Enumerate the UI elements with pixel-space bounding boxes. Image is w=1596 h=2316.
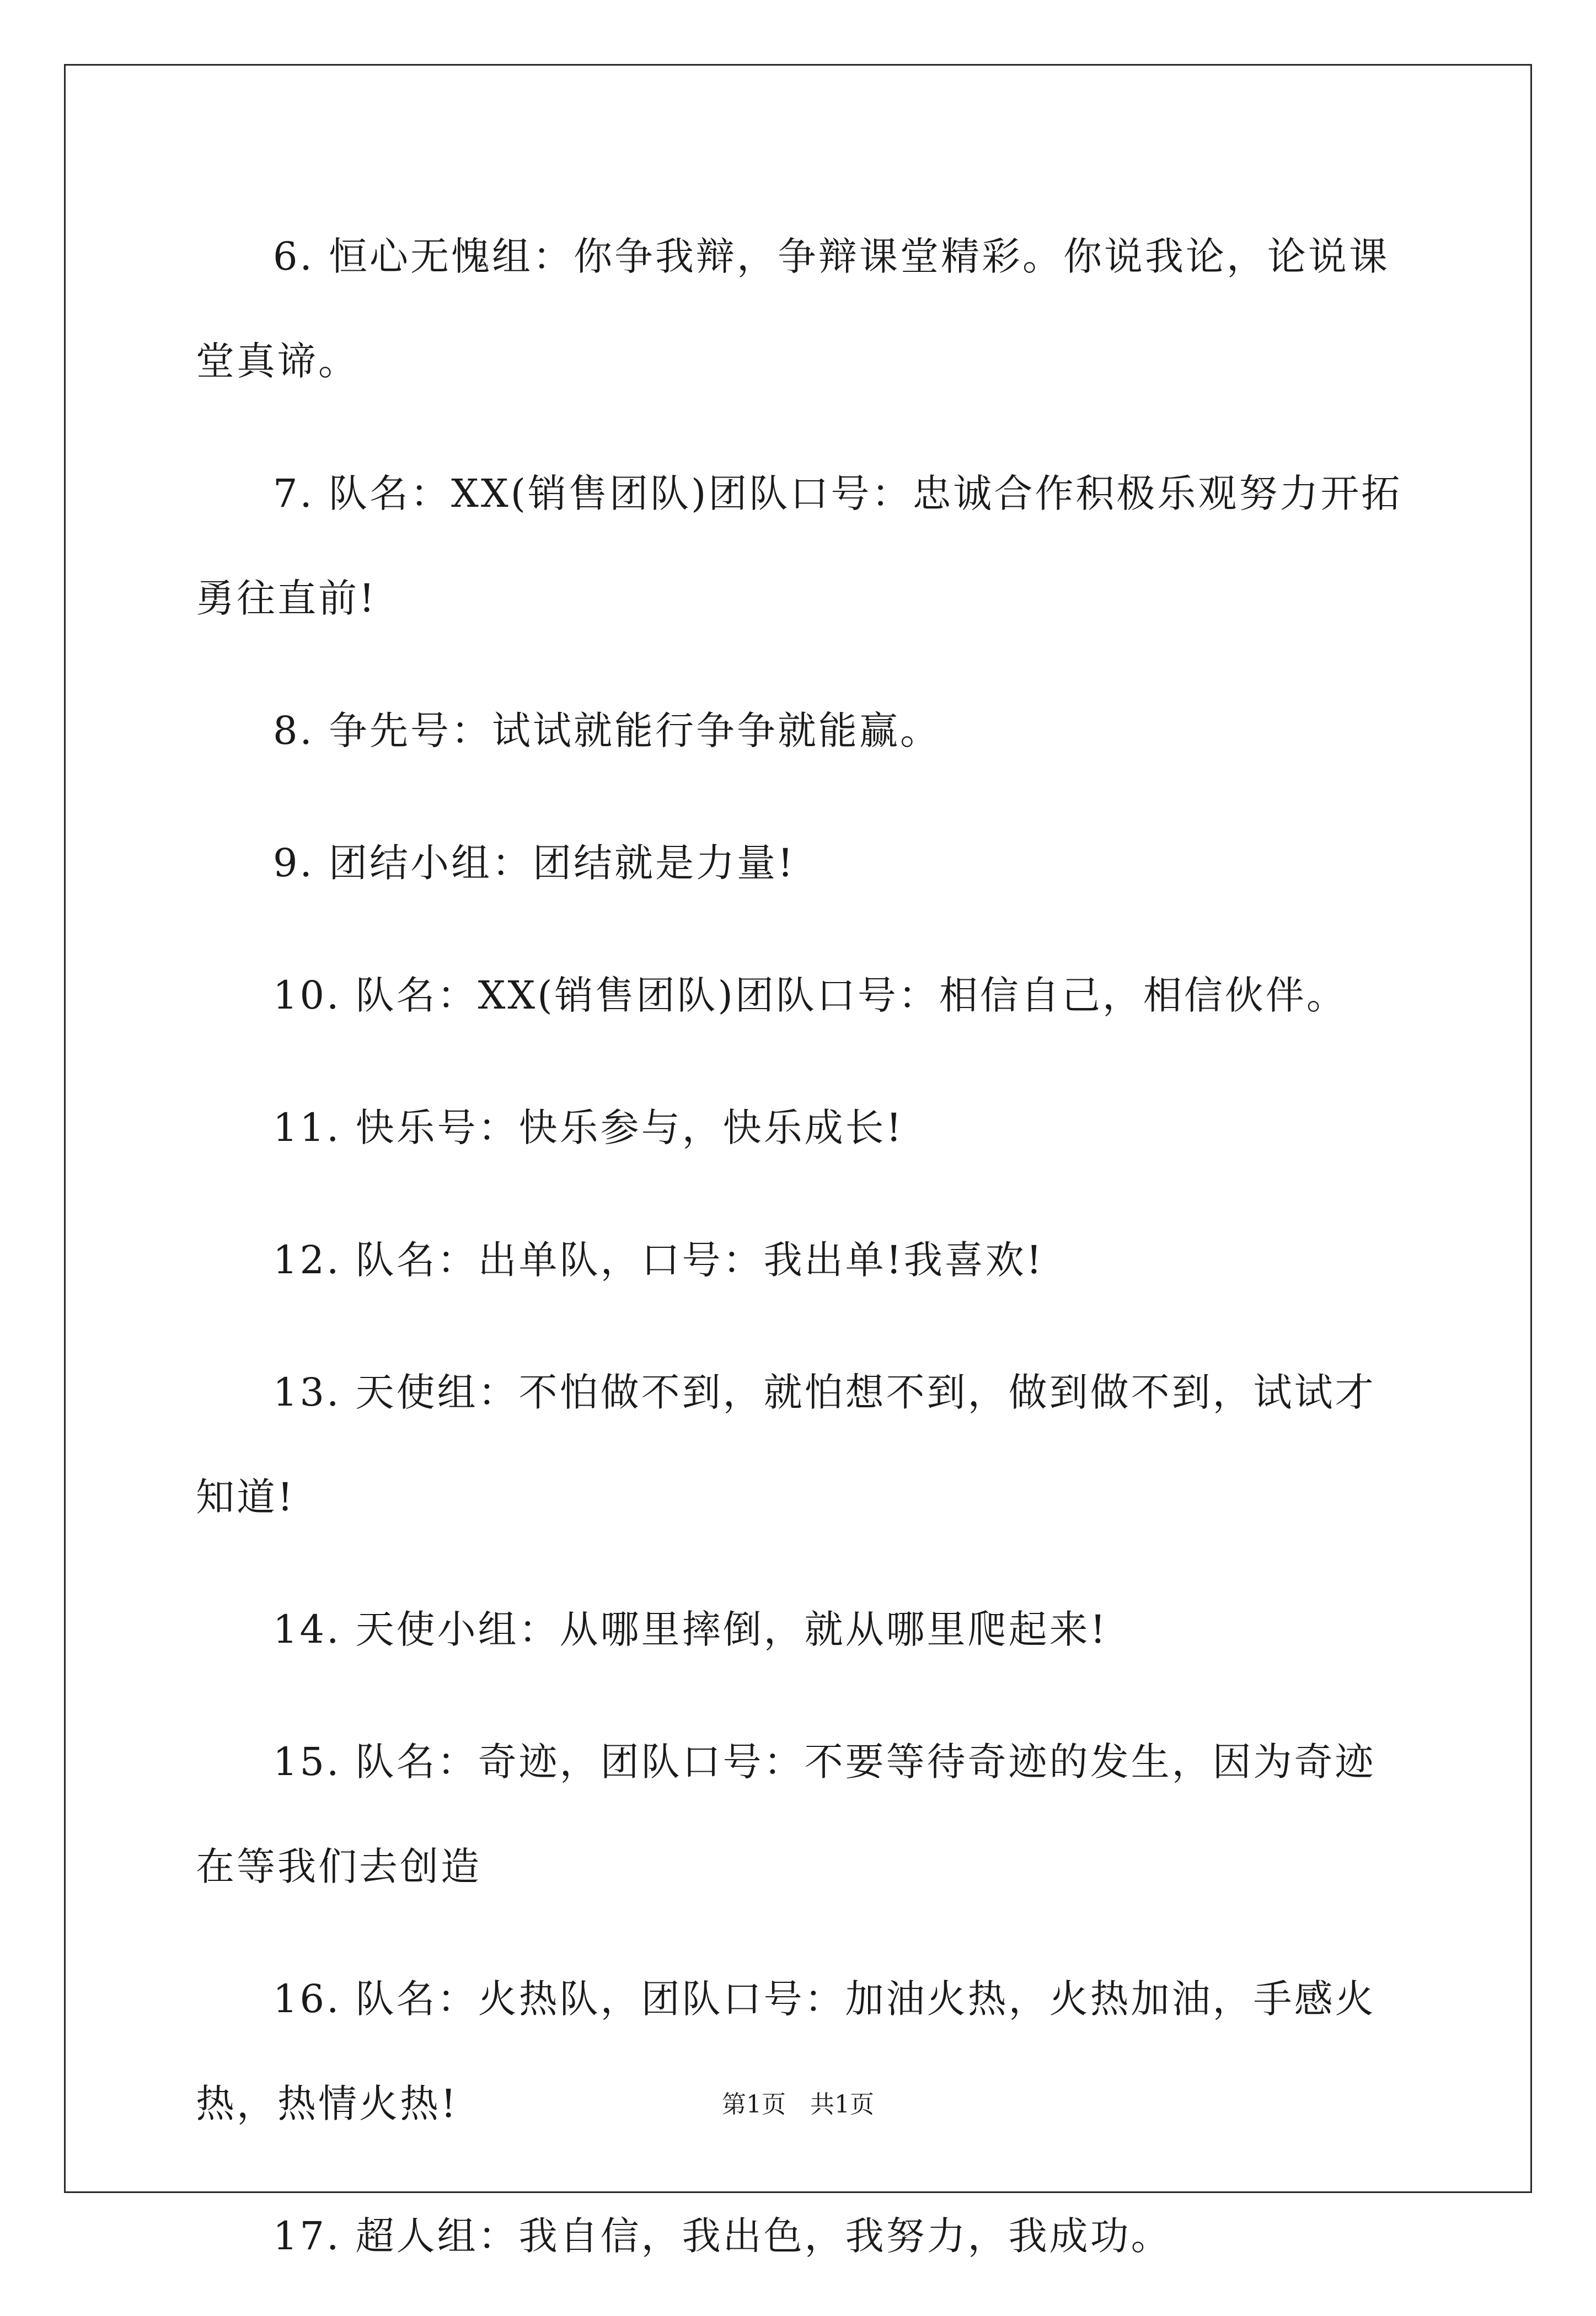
paragraph-item-17: 17. 超人组：我自信，我出色，我努力，我成功。 xyxy=(273,2213,1172,2259)
paragraph-item-13: 13. 天使组：不怕做不到，就怕想不到，做到做不到，试试才知道! xyxy=(196,1370,1376,1520)
page-number-total: 共1页 xyxy=(810,2090,874,2119)
paragraph-item-9: 9. 团结小组：团结就是力量! xyxy=(273,840,796,886)
paragraph-item-7: 7. 队名：XX(销售团队)团队口号：忠诚合作积极乐观努力开拓勇往直前! xyxy=(196,471,1402,621)
paragraph-item-14: 14. 天使小组：从哪里摔倒，就从哪里爬起来! xyxy=(273,1607,1108,1652)
page-number-current: 第1页 xyxy=(722,2090,786,2119)
paragraph-item-11: 11. 快乐号：快乐参与，快乐成长! xyxy=(273,1105,904,1150)
document-body xyxy=(196,204,1409,2316)
paragraph-item-8: 8. 争先号：试试就能行争争就能赢。 xyxy=(273,708,941,753)
paragraph-item-15: 15. 队名：奇迹，团队口号：不要等待奇迹的发生，因为奇迹在等我们去创造 xyxy=(196,1739,1376,1889)
paragraph-item-6: 6. 恒心无愧组：你争我辩，争辩课堂精彩。你说我论，论说课堂真谛。 xyxy=(196,234,1390,384)
page-footer xyxy=(0,2084,1596,2120)
paragraph-item-16: 16. 队名：火热队，团队口号：加油火热，火热加油，手感火热，热情火热! xyxy=(196,1976,1376,2126)
paragraph-item-12: 12. 队名：出单队，口号：我出单!我喜欢! xyxy=(273,1237,1044,1283)
paragraph-item-10: 10. 队名：XX(销售团队)团队口号：相信自己，相信伙伴。 xyxy=(273,973,1347,1018)
